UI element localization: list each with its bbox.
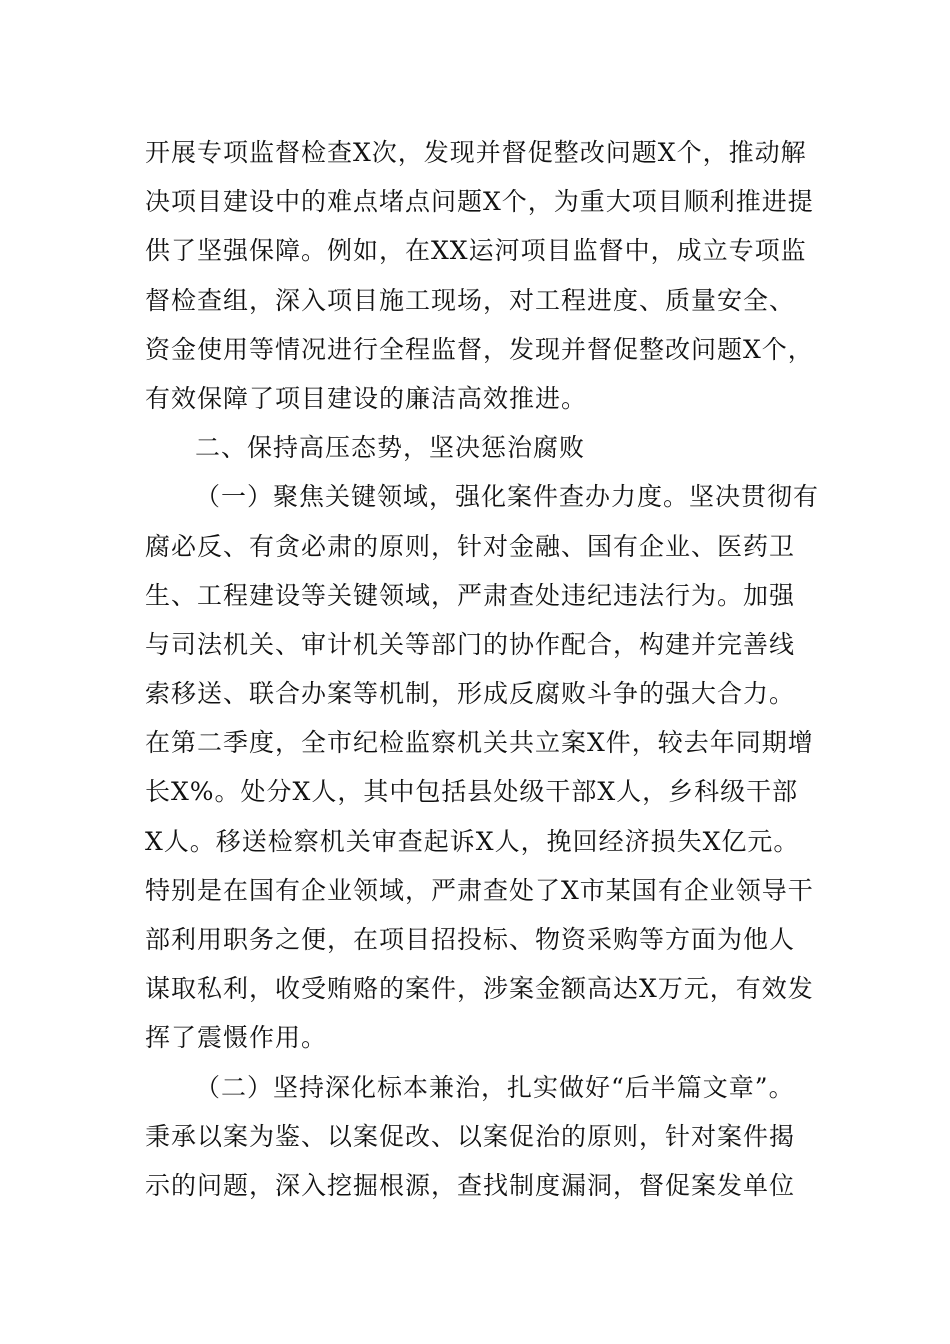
text-line: 决项目建设中的难点堵点问题X个，为重大项目顺利推进提 xyxy=(145,187,814,217)
text-line: 有效保障了项目建设的廉洁高效推进。 xyxy=(145,383,588,413)
text-line: 生、工程建设等关键领域，严肃查处违纪违法行为。加强 xyxy=(145,580,796,610)
text-line: 腐必反、有贪必肃的原则，针对金融、国有企业、医药卫 xyxy=(145,531,796,561)
document-body xyxy=(145,128,820,1210)
text-line: 供了坚强保障。例如，在XX运河项目监督中，成立专项监 xyxy=(145,236,807,266)
paragraph xyxy=(145,128,814,423)
text-line: 与司法机关、审计机关等部门的协作配合，构建并完善线 xyxy=(145,629,796,659)
text-line: 资金使用等情况进行全程监督，发现并督促整改问题X个， xyxy=(145,334,814,364)
text-line: 部利用职务之便，在项目招投标、物资采购等方面为他人 xyxy=(145,925,796,954)
text-line: 索移送、联合办案等机制，形成反腐败斗争的强大合力。 xyxy=(145,679,796,709)
text-line: 督检查组，深入项目施工现场，对工程进度、质量安全、 xyxy=(145,285,796,315)
text-line: （一）聚焦关键领域，强化案件查办力度。坚决贯彻有 xyxy=(195,482,820,512)
text-line: 二、保持高压态势，坚决惩治腐败 xyxy=(195,433,586,463)
text-line: 谋取私利，收受贿赂的案件，涉案金额高达X万元，有效发 xyxy=(145,974,814,1004)
text-line: （二）坚持深化标本兼治，扎实做好“后半篇文章”。 xyxy=(195,1072,795,1102)
text-line: X人。移送检察机关审查起诉X人，挽回经济损失X亿元。 xyxy=(145,826,800,856)
paragraph xyxy=(145,1063,810,1211)
paragraph xyxy=(145,472,820,1062)
section-heading xyxy=(145,423,810,472)
text-line: 挥了震慑作用。 xyxy=(145,1023,328,1053)
text-line: 特别是在国有企业领域，严肃查处了X市某国有企业领导干 xyxy=(145,875,814,905)
text-line: 示的问题，深入挖掘根源，查找制度漏洞，督促案发单位 xyxy=(145,1170,796,1200)
text-line: 在第二季度，全市纪检监察机关共立案X件，较去年同期增 xyxy=(145,728,814,758)
text-line: 长X%。处分X人，其中包括县处级干部X人，乡科级干部 xyxy=(145,777,799,807)
text-line: 开展专项监督检查X次，发现并督促整改问题X个，推动解 xyxy=(145,138,807,167)
text-line: 秉承以案为鉴、以案促改、以案促治的原则，针对案件揭 xyxy=(145,1121,796,1151)
